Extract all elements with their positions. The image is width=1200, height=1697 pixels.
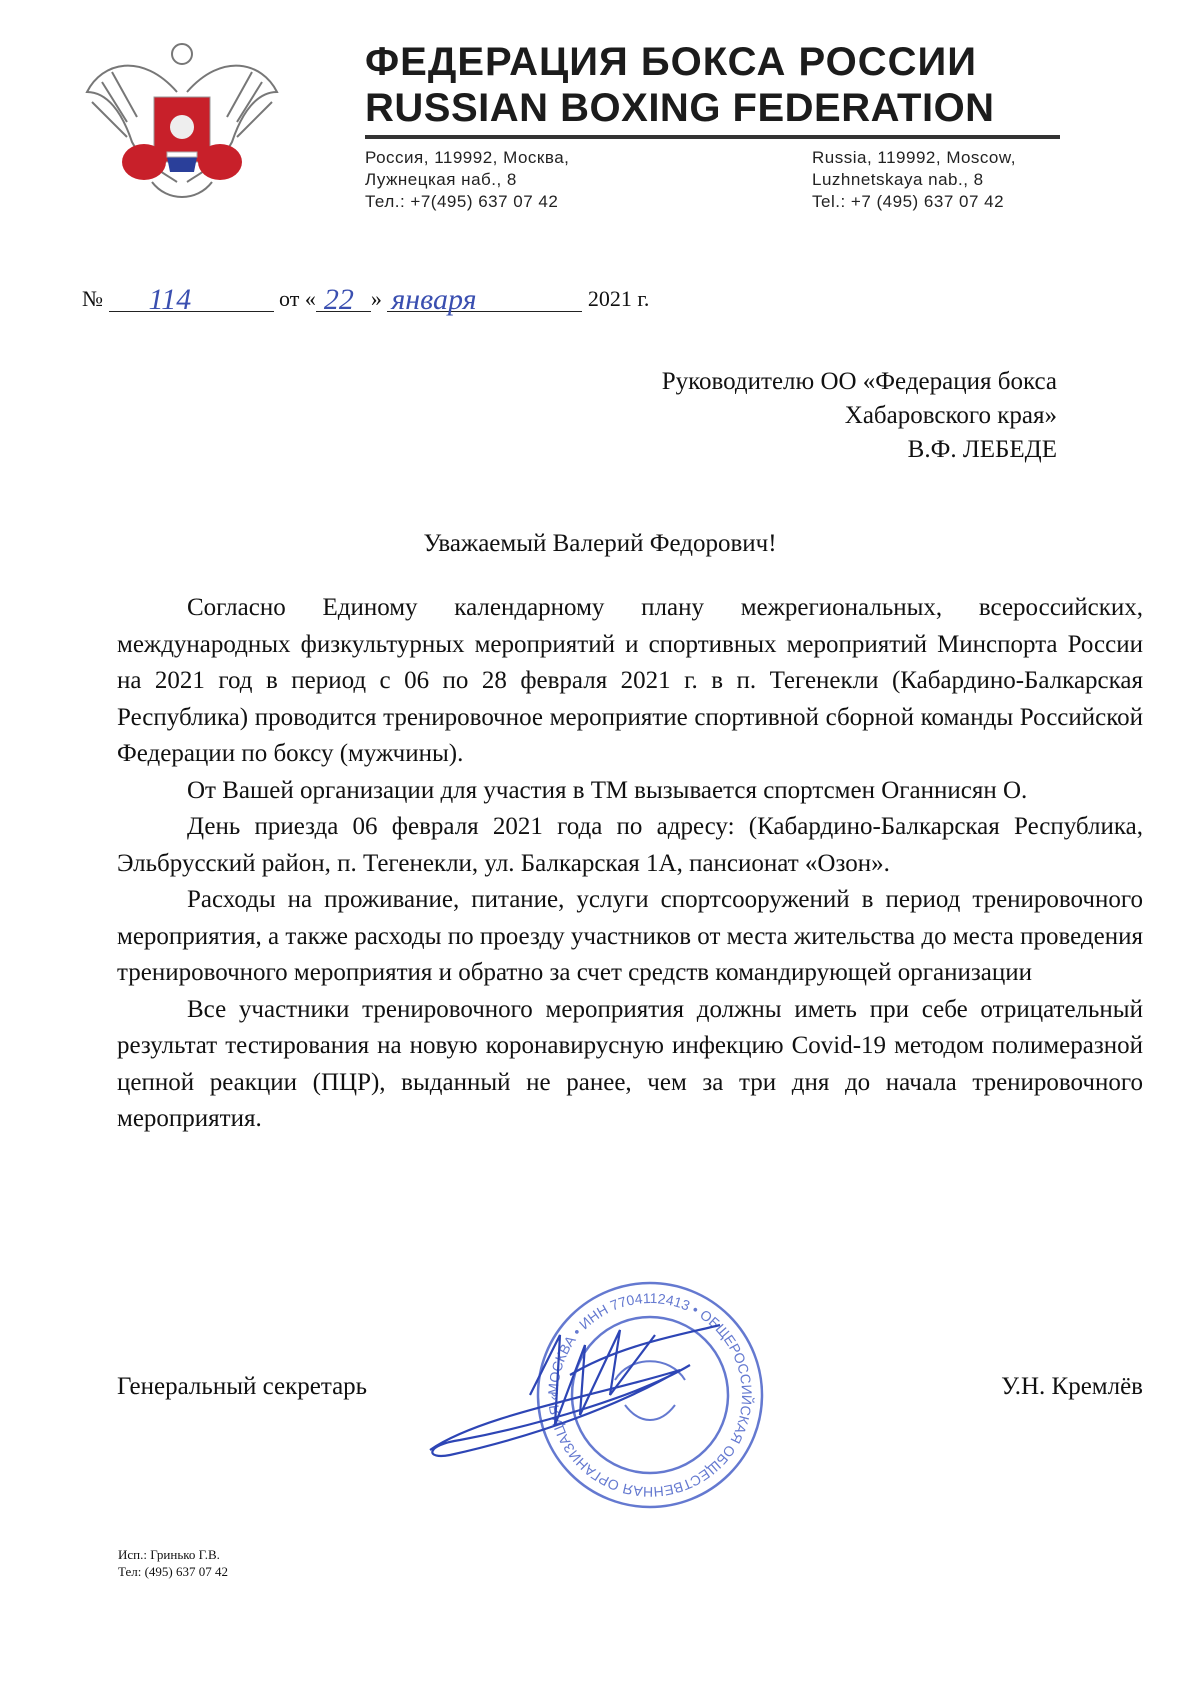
letter-year: 2021 г. bbox=[587, 286, 650, 311]
executor-info bbox=[118, 1546, 228, 1580]
letter-month: января bbox=[391, 283, 477, 316]
body-paragraph: День приезда 06 февраля 2021 года по адресу: (Кабардино-Балкарская Республика, Эльбрусский район, п. Тегенекли, ул. Балкарская 1А, пансионат «Озон». bbox=[117, 813, 1143, 877]
signatory-title: Генеральный секретарь bbox=[117, 1373, 368, 1400]
greeting: Уважаемый Валерий Федорович! bbox=[423, 530, 777, 557]
letter-body bbox=[117, 590, 1143, 1138]
date-label: от « bbox=[279, 286, 316, 311]
header-divider bbox=[365, 135, 1060, 139]
executor-phone: Тел: (495) 637 07 42 bbox=[118, 1564, 228, 1579]
address-ru-line: Тел.: +7(495) 637 07 42 bbox=[365, 192, 559, 211]
executor-name: Исп.: Гринько Г.В. bbox=[118, 1547, 220, 1562]
address-ru-line: Лужнецкая наб., 8 bbox=[365, 170, 517, 189]
address-en-line: Luzhnetskaya nab., 8 bbox=[812, 170, 984, 189]
address-en-line: Russia, 119992, Moscow, bbox=[812, 148, 1016, 167]
address-ru bbox=[365, 147, 569, 213]
org-name-en: RUSSIAN BOXING FEDERATION bbox=[365, 86, 995, 130]
stamp-text: МОСКВА • ИНН 7704112413 • ОБЩЕРОССИЙСКАЯ ОБЩЕСТВЕННАЯ ОРГАНИЗАЦИЯ « bbox=[544, 1289, 756, 1501]
body-paragraph: От Вашей организации для участия в ТМ вызывается спортсмен Оганнисян О. bbox=[187, 776, 1028, 804]
stamp-and-signature bbox=[420, 1275, 820, 1515]
addressee-line: В.Ф. ЛЕБЕДЕ bbox=[907, 436, 1057, 463]
addressee-block bbox=[537, 365, 1057, 467]
day-field bbox=[316, 283, 371, 316]
body-paragraph: Все участники тренировочного мероприятия должны иметь при себе отрицательный результат тестирования на новую коронавирусную инфекцию Covid-19 методом полимеразной цепной реакции (ПЦР), выданный не ранее, чем за три дня до начала тренировочного мероприятия. bbox=[117, 995, 1143, 1132]
month-field bbox=[387, 283, 582, 316]
quote-close: » bbox=[370, 286, 382, 311]
body-paragraph: Расходы на проживание, питание, услуги спортсооружений в период тренировочного мероприятия, а также расходы по проезду участников от места жительства до места проведения тренировочного мероприятия и обратно за счет средств командирующей организации bbox=[117, 886, 1143, 986]
reference-line bbox=[82, 283, 650, 316]
address-ru-line: Россия, 119992, Москва, bbox=[365, 148, 570, 167]
addressee-line: Хабаровского края» bbox=[844, 402, 1057, 429]
official-stamp bbox=[538, 1283, 762, 1507]
body-paragraph: Согласно Единому календарному плану межрегиональных, всероссийских, международных физкультурных мероприятий и спортивных мероприятий Минспорта России на 2021 год в период с 06 по 28 февраля 2021 г. в п. Тегенекли (Кабардино-Балкарская Республика) проводится тренировочное мероприятие спортивной сборной команды Российской Федерации по боксу (мужчины). bbox=[117, 594, 1143, 767]
federation-emblem-logo bbox=[82, 32, 282, 212]
letter-number: 114 bbox=[148, 283, 192, 316]
addressee-line: Руководителю ОО «Федерация бокса bbox=[661, 368, 1057, 395]
address-en bbox=[812, 147, 1016, 213]
org-name-ru: ФЕДЕРАЦИЯ БОКСА РОССИИ bbox=[365, 40, 978, 84]
number-field bbox=[109, 283, 274, 316]
number-label: № bbox=[82, 286, 103, 311]
signatory-name: У.Н. Кремлёв bbox=[1001, 1373, 1143, 1400]
letter-day: 22 bbox=[323, 283, 354, 316]
address-en-line: Tel.: +7 (495) 637 07 42 bbox=[812, 192, 1005, 211]
